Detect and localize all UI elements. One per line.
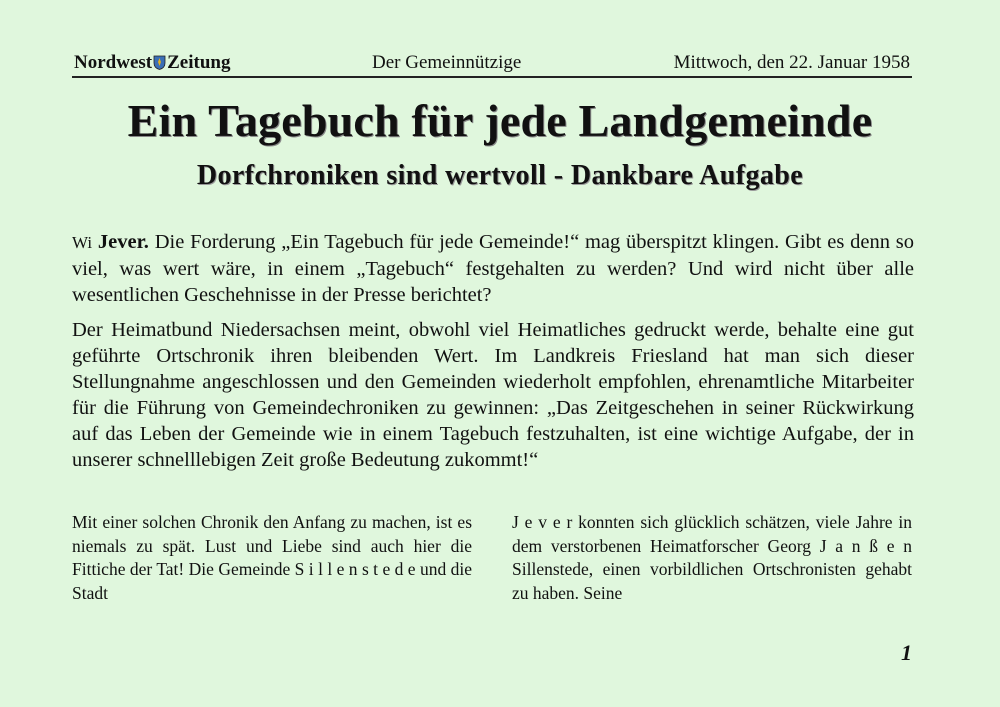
newspaper-name [74, 52, 230, 74]
issue-date: Mittwoch, den 22. Januar 1958 [673, 52, 910, 73]
coat-of-arms-icon [153, 55, 166, 70]
section-name: Der Gemeinnützige [372, 52, 522, 73]
headline: Ein Tagebuch für jede Landgemeinde [127, 95, 873, 146]
masthead [72, 50, 912, 78]
newspaper-name-part2: Zeitung [167, 52, 231, 73]
newspaper-name-part1: Nordwest [74, 52, 153, 73]
byline: Wi [72, 233, 93, 252]
column-2-text: J e v e r konnten sich glücklich schätzen, viele Jahre in dem verstorbenen Heimatforscher Georg J a n ß e n Sillenstede, einen vorbildlichen Ortschronisten gehabt zu haben. Seine [512, 512, 912, 603]
paragraph-2: Der Heimatbund Niedersachsen meint, obwohl viel Heimatliches gedruckt werde, behalte eine gut geführte Ortschronik ihren bleibenden Wert. Im Landkreis Friesland hat man sich dieser Stellungnahme angeschlossen und den Gemeinden wiederholt empfohlen, ehrenamtliche Mitarbeiter für die Führung von Gemeindechroniken zu gewinnen: „Das Zeitgeschehen in seiner Rückwirkung auf das Leben der Gemeinde wie in einem Tagebuch festzuhalten, ist eine wichtige Aufgabe, der in unserer schnelllebigen Zeit große Bedeutung zukommt!“ [72, 319, 914, 471]
subheadline: Dorfchroniken sind wertvoll - Dankbare Aufgabe [196, 160, 804, 191]
page-number: 1 [901, 640, 912, 665]
column-1-text: Mit einer solchen Chronik den Anfang zu machen, ist es niemals zu spät. Lust und Liebe sind auch hier die Fittiche der Tat! Die Gemeinde S i l l e n s t e d e und die Stadt [72, 512, 472, 603]
lead-paragraph-text: Die Forderung „Ein Tagebuch für jede Gemeinde!“ mag überspitzt klingen. Gibt es denn so viel, was wert wäre, in einem „Tagebuch“ festgehalten zu werden? Und wird nicht über alle wesentlichen Geschehnisse in der Presse berichtet? [72, 231, 914, 306]
lead-paragraph [72, 229, 914, 308]
dateline-place: Jever. [97, 231, 149, 253]
